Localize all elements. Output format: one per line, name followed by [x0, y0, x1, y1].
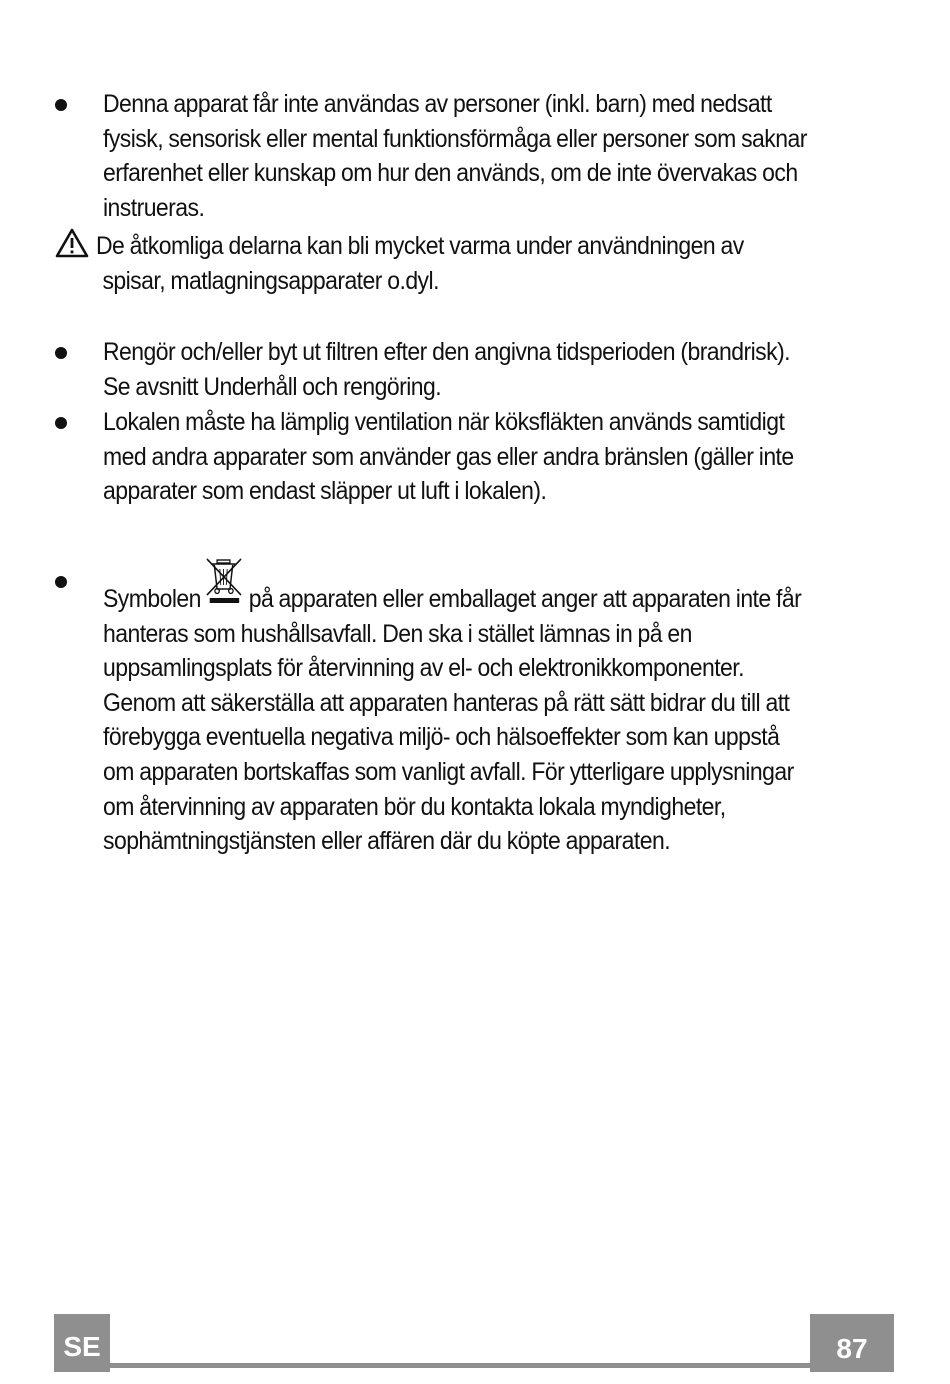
paragraph-line: Denna apparat får inte användas av personer (inkl. barn) med nedsatt [103, 90, 772, 118]
paragraph-line: Rengör och/eller byt ut filtren efter den angivna tidsperioden (brandrisk). [103, 338, 791, 366]
footer-language-tab: SE [54, 1314, 110, 1372]
symbol-lead-text: Symbolen [103, 585, 201, 613]
paragraph-line: uppsamlingsplats för återvinning av el- och elektronikkomponenter. [103, 654, 744, 683]
paragraph-line: om återvinning av apparaten bör du kontakta lokala myndigheter, [103, 792, 726, 821]
crossed-out-wheelie-bin-icon [205, 557, 245, 605]
bullet-1 [55, 99, 67, 111]
paragraph-line: hanteras som hushållsavfall. Den ska i stället lämnas in på en [103, 619, 692, 648]
paragraph-line: instrueras. [103, 193, 205, 222]
paragraph-line: Genom att säkerställa att apparaten hanteras på rätt sätt bidrar du till att [103, 688, 790, 717]
warning-triangle-icon [55, 228, 89, 258]
paragraph-line: fysisk, sensorisk eller mental funktionsförmåga eller personer som saknar [103, 124, 807, 153]
footer-page-number: 87 [810, 1314, 894, 1372]
paragraph-line: De åtkomliga delarna kan bli mycket varma under användningen av [96, 232, 744, 260]
paragraph-line: med andra apparater som använder gas eller andra bränslen (gäller inte [103, 442, 794, 471]
paragraph-filters [103, 335, 885, 404]
footer-divider [110, 1363, 810, 1368]
paragraph-hot-parts [96, 229, 878, 298]
paragraph-line: erfarenhet eller kunskap om hur den används, om de inte övervakas och [103, 159, 798, 188]
paragraph-line [103, 565, 885, 617]
paragraph-line: Lokalen måste ha lämplig ventilation när köksfläkten används samtidigt [103, 408, 785, 436]
bullet-2 [55, 347, 67, 359]
bullet-3 [55, 417, 67, 429]
symbol-trail-text: på apparaten eller emballaget anger att apparaten inte får [248, 585, 802, 613]
paragraph-line: Se avsnitt Underhåll och rengöring. [103, 372, 442, 401]
paragraph-line: spisar, matlagningsapparater o.dyl. [102, 266, 439, 295]
paragraph-ventilation [103, 405, 885, 509]
bullet-4 [55, 576, 67, 588]
paragraph-line: om apparaten bortskaffas som vanligt avfall. För ytterligare upplysningar [103, 757, 794, 786]
paragraph-line: sophämtningstjänsten eller affären där du köpte apparaten. [103, 827, 671, 856]
paragraph-disposal [103, 565, 885, 859]
paragraph-line: förebygga eventuella negativa miljö- och hälsoeffekter som kan uppstå [103, 723, 780, 752]
paragraph-supervision [103, 87, 885, 225]
paragraph-line: apparater som endast släpper ut luft i lokalen). [103, 477, 547, 506]
